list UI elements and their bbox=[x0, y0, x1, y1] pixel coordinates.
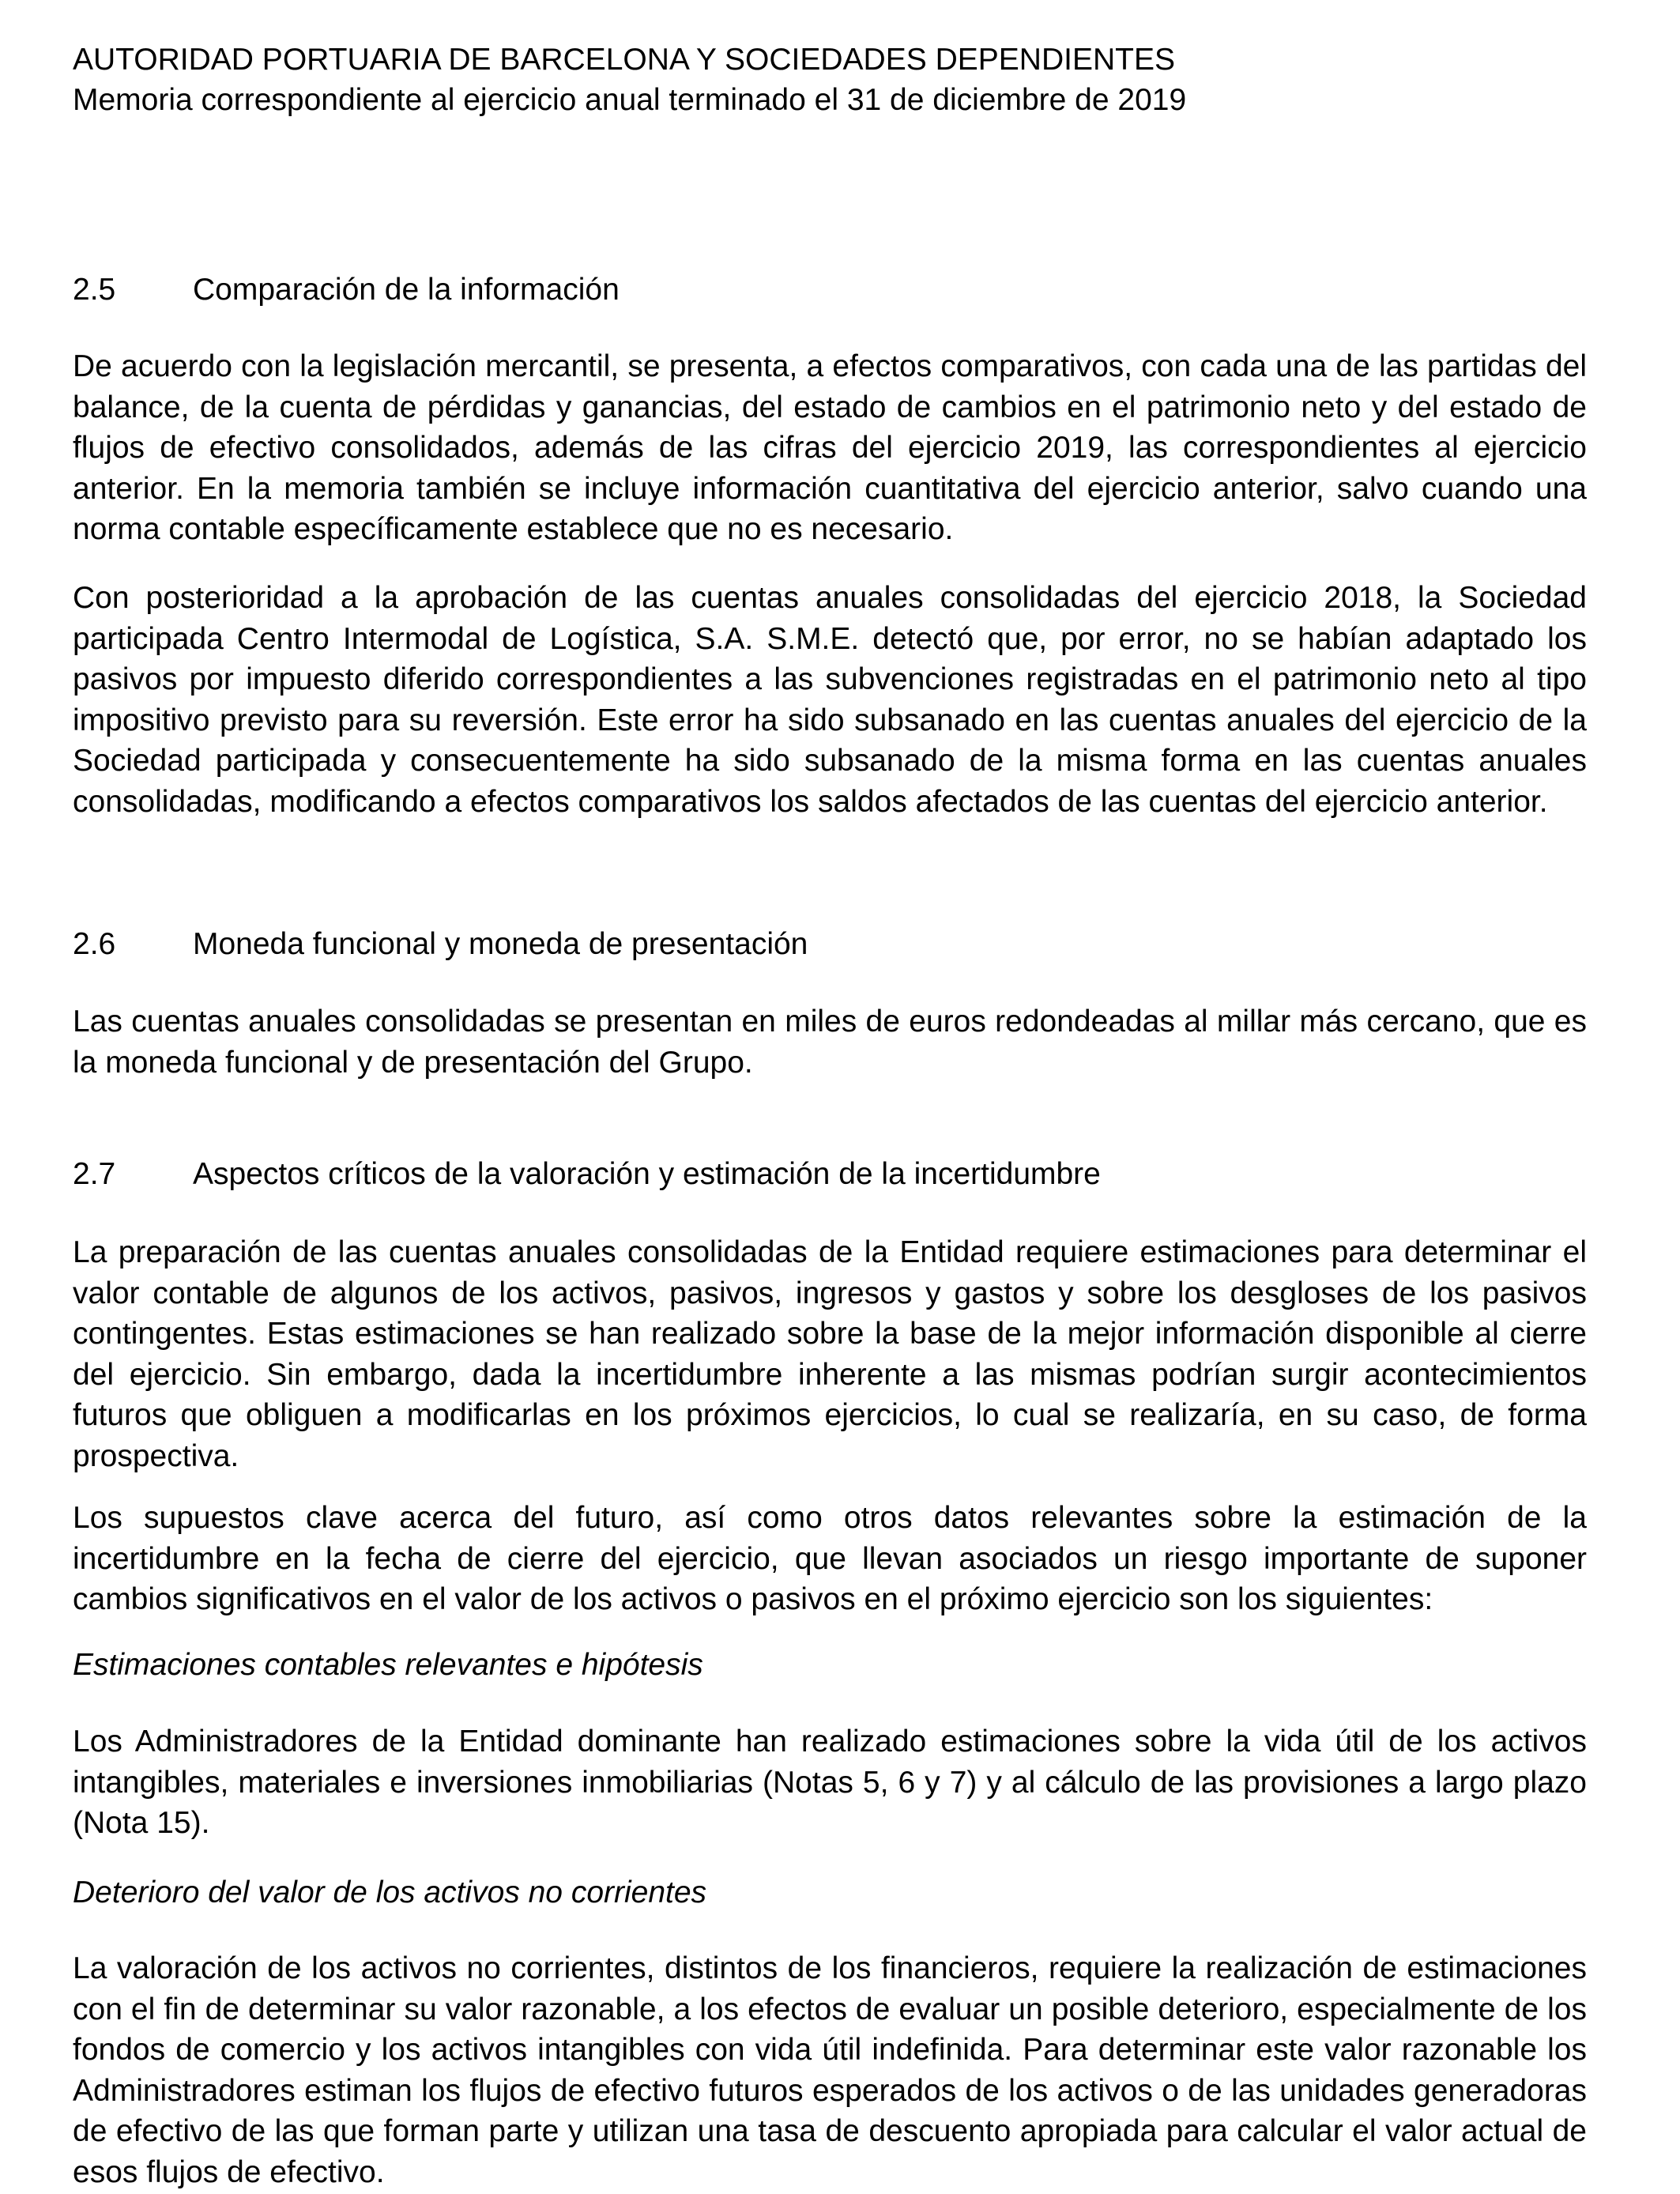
section-2-6-heading bbox=[73, 924, 1587, 964]
page-header bbox=[73, 40, 1587, 120]
header-subtitle: Memoria correspondiente al ejercicio anual terminado el 31 de diciembre de 2019 bbox=[73, 83, 1187, 117]
section-number: 2.7 bbox=[73, 1157, 116, 1191]
subheading-deterioro: Deterioro del valor de los activos no corrientes bbox=[73, 1875, 707, 1909]
section-2-5-paragraph-2: Con posterioridad a la aprobación de las cuentas anuales consolidadas del ejercicio 2018, la Sociedad participada Centro Intermodal de Logística, S.A. S.M.E. detectó que, por error, no se habían adaptado los pasivos por impuesto diferido correspondientes a las subvenciones registradas en el patrimonio neto al tipo impositivo previsto para su reversión. Este error ha sido subsanado en las cuentas anuales del ejercicio de la Sociedad participada y consecuentemente ha sido subsanado de la misma forma en las cuentas anuales consolidadas, modificando a efectos comparativos los saldos afectados de las cuentas del ejercicio anterior. bbox=[73, 581, 1587, 819]
section-2-6-paragraph-1: Las cuentas anuales consolidadas se presentan en miles de euros redondeadas al millar más cercano, que es la moneda funcional y de presentación del Grupo. bbox=[73, 1005, 1587, 1080]
section-2-5-paragraph-1: De acuerdo con la legislación mercantil, se presenta, a efectos comparativos, con cada una de las partidas del balance, de la cuenta de pérdidas y ganancias, del estado de cambios en el patrimonio neto y del estado de flujos de efectivo consolidados, además de las cifras del ejercicio 2019, las correspondientes al ejercicio anterior. En la memoria también se incluye información cuantitativa del ejercicio anterior, salvo cuando una norma contable específicamente establece que no es necesario. bbox=[73, 349, 1587, 547]
section-title: Moneda funcional y moneda de presentación bbox=[193, 927, 808, 961]
section-number: 2.5 bbox=[73, 273, 116, 307]
subheading-estimaciones: Estimaciones contables relevantes e hipótesis bbox=[73, 1648, 703, 1682]
header-entity: AUTORIDAD PORTUARIA DE BARCELONA Y SOCIEDADES DEPENDIENTES bbox=[73, 43, 1175, 77]
section-2-7-paragraph-3: Los Administradores de la Entidad dominante han realizado estimaciones sobre la vida útil de los activos intangibles, materiales e inversiones inmobiliarias (Notas 5, 6 y 7) y al cálculo de las provisiones a largo plazo (Nota 15). bbox=[73, 1725, 1587, 1841]
section-number: 2.6 bbox=[73, 927, 116, 961]
section-2-7-heading bbox=[73, 1154, 1587, 1194]
section-2-5-heading bbox=[73, 270, 1587, 310]
section-title: Comparación de la información bbox=[193, 273, 620, 307]
section-title: Aspectos críticos de la valoración y estimación de la incertidumbre bbox=[193, 1157, 1101, 1191]
section-2-7-paragraph-1: La preparación de las cuentas anuales consolidadas de la Entidad requiere estimaciones para determinar el valor contable de algunos de los activos, pasivos, ingresos y gastos y sobre los desgloses de los pasivos contingentes. Estas estimaciones se han realizado sobre la base de la mejor información disponible al cierre del ejercicio. Sin embargo, dada la incertidumbre inherente a las mismas podrían surgir acontecimientos futuros que obliguen a modificarlas en los próximos ejercicios, lo cual se realizaría, en su caso, de forma prospectiva. bbox=[73, 1235, 1587, 1473]
section-2-7-paragraph-2: Los supuestos clave acerca del futuro, así como otros datos relevantes sobre la estimación de la incertidumbre en la fecha de cierre del ejercicio, que llevan asociados un riesgo importante de suponer cambios significativos en el valor de los activos o pasivos en el próximo ejercicio son los siguientes: bbox=[73, 1501, 1587, 1617]
section-2-7-paragraph-4: La valoración de los activos no corrientes, distintos de los financieros, requiere la realización de estimaciones con el fin de determinar su valor razonable, a los efectos de evaluar un posible deterioro, especialmente de los fondos de comercio y los activos intangibles con vida útil indefinida. Para determinar este valor razonable los Administradores estiman los flujos de efectivo futuros esperados de los activos o de las unidades generadoras de efectivo de las que forman parte y utilizan una tasa de descuento apropiada para calcular el valor actual de esos flujos de efectivo. bbox=[73, 1951, 1587, 2189]
